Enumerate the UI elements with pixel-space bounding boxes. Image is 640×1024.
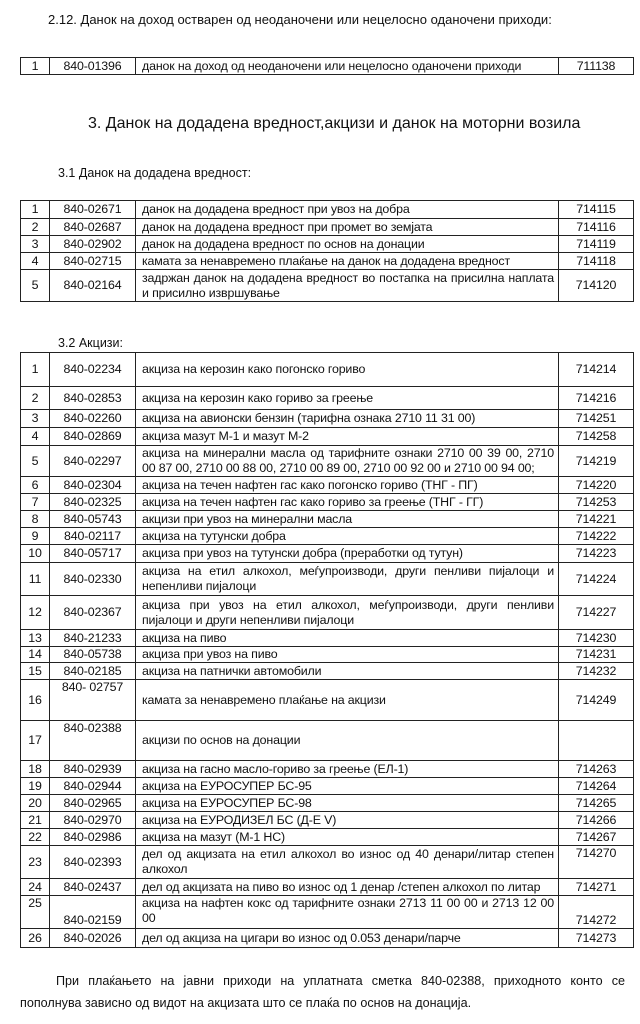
account-number: 840-21233 (50, 630, 136, 647)
row-number: 3 (21, 410, 50, 428)
section-2-12-heading: 2.12. Данок на доход остварен од неоданочени или нецелосно оданочени приходи: (48, 12, 552, 27)
account-number: 840-02853 (50, 387, 136, 410)
row-number: 9 (21, 528, 50, 545)
revenue-code: 714223 (559, 545, 634, 563)
revenue-code: 714216 (559, 387, 634, 410)
description: акциза мазут М-1 и мазут М-2 (136, 428, 559, 446)
table-row (21, 896, 634, 929)
account-number: 840-05738 (50, 647, 136, 663)
table-row (21, 879, 634, 896)
account-number: 840- 02757 (50, 680, 136, 721)
revenue-code: 714267 (559, 829, 634, 846)
description: дел од акциза на цигари во износ од 0.053 денари/парче (136, 929, 559, 948)
account-number: 840-01396 (50, 58, 136, 75)
table-row (21, 201, 634, 219)
description: акциза на гасно масло-гориво за греење (ЕЛ-1) (136, 761, 559, 778)
row-number: 3 (21, 236, 50, 253)
excise-table (20, 352, 634, 948)
table-row (21, 528, 634, 545)
revenue-code: 714227 (559, 596, 634, 630)
description: камата за ненавремено плаќање на данок на додадена вредност (136, 253, 559, 270)
account-number: 840-02164 (50, 270, 136, 302)
description: акциза на керозин како погонско гориво (136, 353, 559, 387)
revenue-code: 714221 (559, 511, 634, 528)
section-3-2-heading: 3.2 Акцизи: (58, 336, 123, 350)
table-row (21, 494, 634, 511)
account-number: 840-02715 (50, 253, 136, 270)
table-row (21, 795, 634, 812)
description: акциза на мазут (М-1 НС) (136, 829, 559, 846)
description: акциза на патнички автомобили (136, 663, 559, 680)
row-number: 22 (21, 829, 50, 846)
table-row (21, 511, 634, 528)
row-number: 6 (21, 477, 50, 494)
description: акциза на ЕУРОДИЗЕЛ БС (Д-Е V) (136, 812, 559, 829)
row-number: 16 (21, 680, 50, 721)
vat-table (20, 200, 634, 302)
row-number: 15 (21, 663, 50, 680)
row-number: 1 (21, 58, 50, 75)
description: акциза на ЕУРОСУПЕР БС-95 (136, 778, 559, 795)
row-number: 11 (21, 563, 50, 596)
revenue-code: 714220 (559, 477, 634, 494)
row-number: 1 (21, 353, 50, 387)
account-number: 840-02869 (50, 428, 136, 446)
table-row (21, 410, 634, 428)
row-number: 5 (21, 446, 50, 477)
revenue-code: 714253 (559, 494, 634, 511)
account-number: 840-02393 (50, 846, 136, 879)
description: камата за ненавремено плаќање на акцизи (136, 680, 559, 721)
row-number: 12 (21, 596, 50, 630)
account-number: 840-02965 (50, 795, 136, 812)
table-row (21, 647, 634, 663)
table-row (21, 596, 634, 630)
revenue-code: 714249 (559, 680, 634, 721)
account-number: 840-02325 (50, 494, 136, 511)
revenue-code (559, 721, 634, 761)
revenue-code: 714116 (559, 219, 634, 236)
description: дел од акцизата на пиво во износ од 1 денар /степен алкохол по литар (136, 879, 559, 896)
account-number: 840-02970 (50, 812, 136, 829)
table-row (21, 663, 634, 680)
account-number: 840-02986 (50, 829, 136, 846)
revenue-code: 714265 (559, 795, 634, 812)
description: данок на додадена вредност при увоз на добра (136, 201, 559, 219)
table-row (21, 812, 634, 829)
table-row (21, 270, 634, 302)
section-3-1-heading: 3.1 Данок на додадена вредност: (58, 166, 252, 180)
table-row (21, 219, 634, 236)
table-row (21, 630, 634, 647)
revenue-code: 714273 (559, 929, 634, 948)
table-row (21, 545, 634, 563)
description: акциза на нафтен кокс од тарифните ознаки 2713 11 00 00 и 2713 12 00 00 (136, 896, 559, 929)
revenue-code: 714119 (559, 236, 634, 253)
revenue-code: 714115 (559, 201, 634, 219)
row-number: 26 (21, 929, 50, 948)
row-number: 2 (21, 219, 50, 236)
description: акциза при увоз на етил алкохол, меѓупроизводи, други пенливи пијалоци и други непенливи пијалоци (136, 596, 559, 630)
revenue-code: 714219 (559, 446, 634, 477)
description: данок на додадена вредност по основ на донации (136, 236, 559, 253)
account-number: 840-02902 (50, 236, 136, 253)
row-number: 4 (21, 253, 50, 270)
table-row (21, 563, 634, 596)
table-row (21, 353, 634, 387)
row-number: 17 (21, 721, 50, 761)
revenue-code: 714270 (559, 846, 634, 879)
account-number: 840-02437 (50, 879, 136, 896)
row-number: 20 (21, 795, 50, 812)
revenue-code: 714272 (559, 896, 634, 929)
description: акциза при увоз на тутунски добра (преработки од тутун) (136, 545, 559, 563)
account-number: 840-02304 (50, 477, 136, 494)
description: дел од акцизата на етил алкохол во износ од 40 денари/литар степен алкохол (136, 846, 559, 879)
row-number: 24 (21, 879, 50, 896)
table-row (21, 428, 634, 446)
row-number: 4 (21, 428, 50, 446)
account-number: 840-02234 (50, 353, 136, 387)
description: акциза на ЕУРОСУПЕР БС-98 (136, 795, 559, 812)
table-row (21, 778, 634, 795)
account-number: 840-02026 (50, 929, 136, 948)
revenue-code: 714120 (559, 270, 634, 302)
description: акцизи при увоз на минерални масла (136, 511, 559, 528)
description: акциза при увоз на пиво (136, 647, 559, 663)
table-row (21, 253, 634, 270)
table-row (21, 829, 634, 846)
row-number: 13 (21, 630, 50, 647)
row-number: 25 (21, 896, 50, 929)
revenue-code: 714263 (559, 761, 634, 778)
row-number: 1 (21, 201, 50, 219)
revenue-code: 714264 (559, 778, 634, 795)
description: акцизи по основ на донации (136, 721, 559, 761)
table-row (21, 761, 634, 778)
account-number: 840-02671 (50, 201, 136, 219)
description: данок на додадена вредност при промет во земјата (136, 219, 559, 236)
revenue-code: 714258 (559, 428, 634, 446)
table-row (21, 446, 634, 477)
revenue-code: 714230 (559, 630, 634, 647)
account-number: 840-02260 (50, 410, 136, 428)
row-number: 19 (21, 778, 50, 795)
description: акциза на минерални масла од тарифните ознаки 2710 00 39 00, 2710 00 87 00, 2710 00 88 00, 2710 00 89 00, 2710 00 92 00 и 2710 00 94 00; (136, 446, 559, 477)
row-number: 8 (21, 511, 50, 528)
account-number: 840-05743 (50, 511, 136, 528)
table-row (21, 846, 634, 879)
account-number: 840-02117 (50, 528, 136, 545)
row-number: 2 (21, 387, 50, 410)
account-number: 840-02939 (50, 761, 136, 778)
description: задржан данок на додадена вредност во постапка на присилна наплата и присилно извршување (136, 270, 559, 302)
row-number: 10 (21, 545, 50, 563)
row-number: 18 (21, 761, 50, 778)
account-number: 840-02185 (50, 663, 136, 680)
revenue-code: 714118 (559, 253, 634, 270)
income-tax-table (20, 57, 634, 75)
account-number: 840-02944 (50, 778, 136, 795)
row-number: 5 (21, 270, 50, 302)
description: данок на доход од неоданочени или нецелосно оданочени приходи (136, 58, 559, 75)
section-3-heading: 3. Данок на додадена вредност,акцизи и данок на моторни возила (88, 115, 581, 132)
account-number: 840-02297 (50, 446, 136, 477)
table-row (21, 721, 634, 761)
row-number: 21 (21, 812, 50, 829)
revenue-code: 714251 (559, 410, 634, 428)
revenue-code: 714266 (559, 812, 634, 829)
table-row (21, 680, 634, 721)
table-row (21, 929, 634, 948)
footnote-paragraph: При плаќањето на јавни приходи на уплатната сметка 840-02388, приходното конто се пополнува зависно од видот на акцизата што се плаќа по основ на донација. (20, 974, 625, 1010)
account-number: 840-02159 (50, 896, 136, 929)
revenue-code: 711138 (559, 58, 634, 75)
account-number: 840-02687 (50, 219, 136, 236)
account-number: 840-02330 (50, 563, 136, 596)
description: акциза на течен нафтен гас како гориво за греење (ТНГ - ГГ) (136, 494, 559, 511)
row-number: 7 (21, 494, 50, 511)
description: акциза на тутунски добра (136, 528, 559, 545)
revenue-code: 714222 (559, 528, 634, 545)
table-row (21, 236, 634, 253)
row-number: 23 (21, 846, 50, 879)
row-number: 14 (21, 647, 50, 663)
table-row (21, 477, 634, 494)
account-number: 840-02367 (50, 596, 136, 630)
revenue-code: 714214 (559, 353, 634, 387)
revenue-code: 714232 (559, 663, 634, 680)
description: акциза на етил алкохол, меѓупроизводи, други пенливи пијалоци и непенливи пијалоци (136, 563, 559, 596)
revenue-code: 714224 (559, 563, 634, 596)
revenue-code: 714231 (559, 647, 634, 663)
description: акциза на течен нафтен гас како погонско гориво (ТНГ - ПГ) (136, 477, 559, 494)
account-number: 840-05717 (50, 545, 136, 563)
description: акциза на пиво (136, 630, 559, 647)
description: акциза на авионски бензин (тарифна ознака 2710 11 31 00) (136, 410, 559, 428)
account-number: 840-02388 (50, 721, 136, 761)
table-row (21, 387, 634, 410)
revenue-code: 714271 (559, 879, 634, 896)
table-row (21, 58, 634, 75)
description: акциза на керозин како гориво за греење (136, 387, 559, 410)
